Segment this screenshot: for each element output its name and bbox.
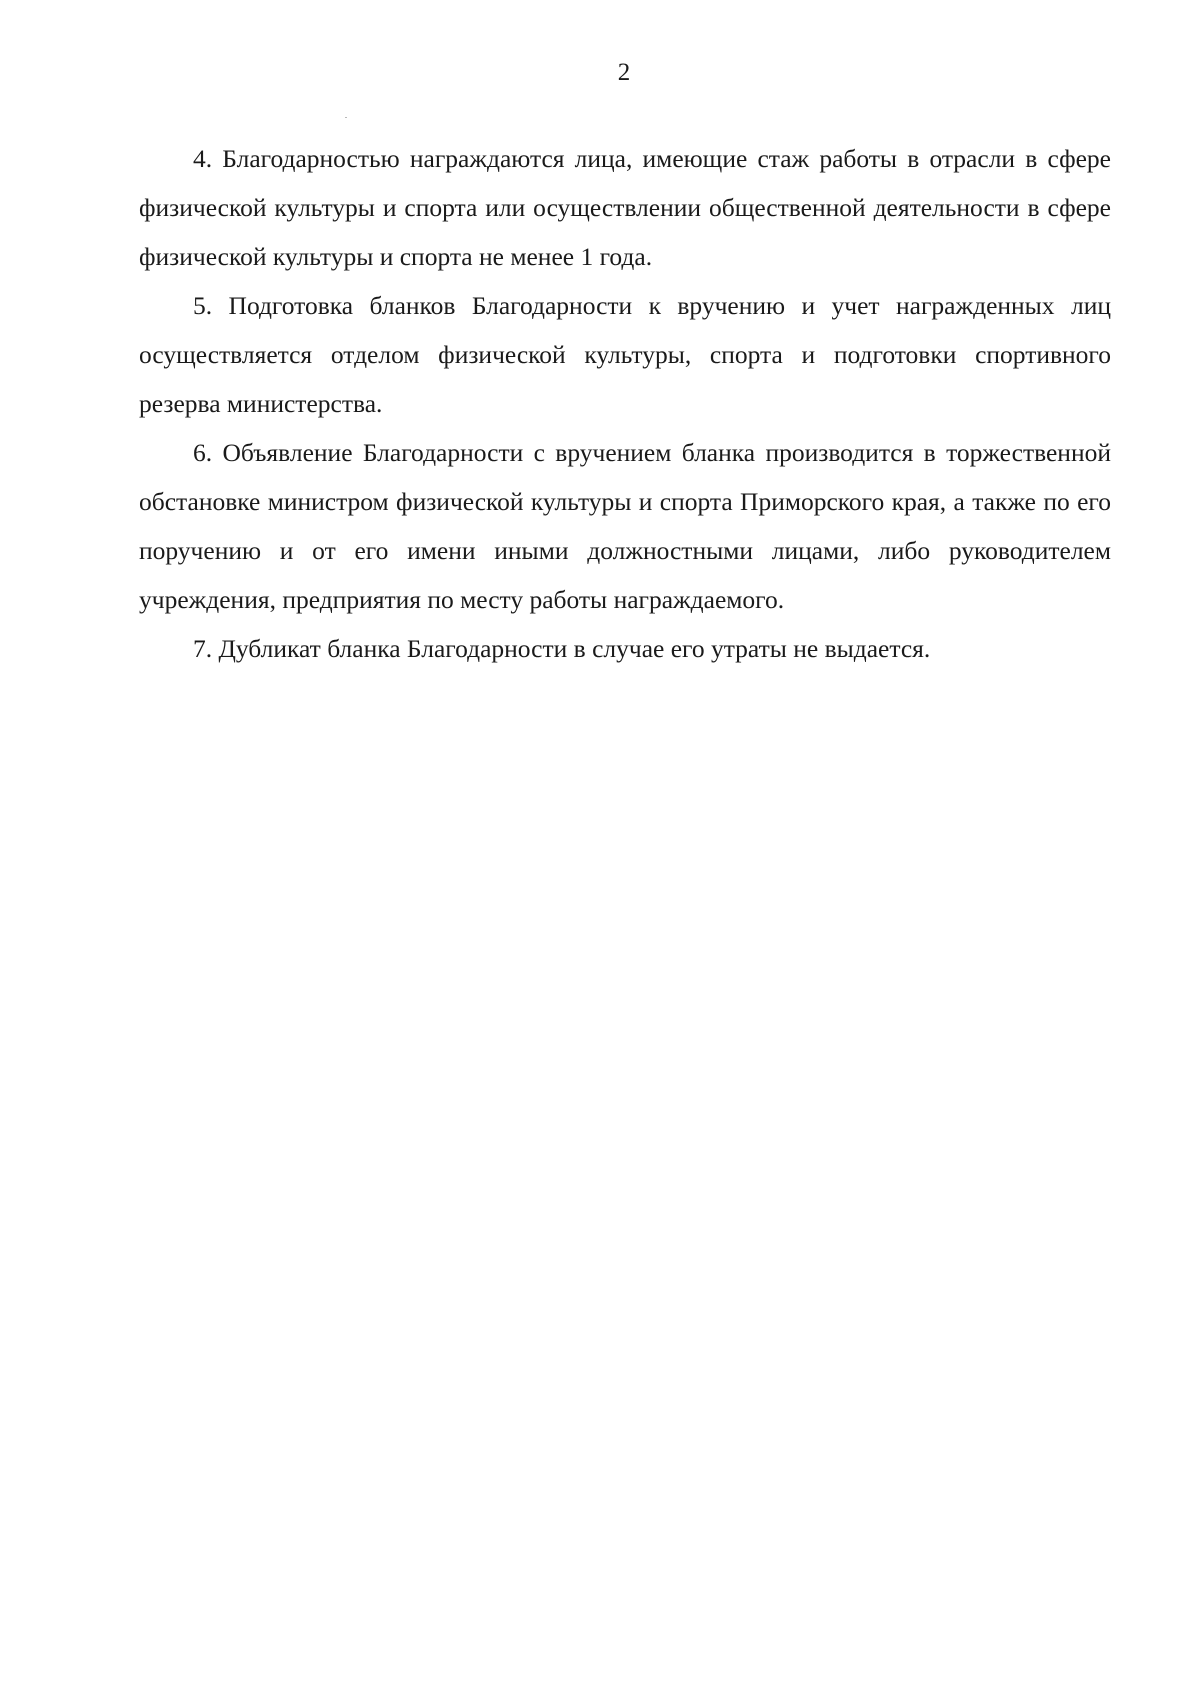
paragraph-4: 4. Благодарностью награждаются лица, имеющие стаж работы в отрасли в сфере физической культуры и спорта или осуществлении общественной деятельности в сфере физической культуры и спорта не менее 1 года. (139, 144, 1111, 271)
page-number: 2 (617, 59, 631, 86)
document-body (139, 134, 1111, 673)
paragraph-5: 5. Подготовка бланков Благодарности к вручению и учет награжденных лиц осуществляется отделом физической культуры, спорта и подготовки спортивного резерва министерства. (139, 291, 1111, 418)
paragraph-6: 6. Объявление Благодарности с вручением бланка производится в торжественной обстановке министром физической культуры и спорта Приморского края, а также по его поручению и от его имени иными должностными лицами, либо руководителем учреждения, предприятия по месту работы награждаемого. (139, 438, 1111, 614)
scan-speck (345, 117, 347, 118)
paragraph-7: 7. Дубликат бланка Благодарности в случае его утраты не выдается. (193, 634, 931, 663)
